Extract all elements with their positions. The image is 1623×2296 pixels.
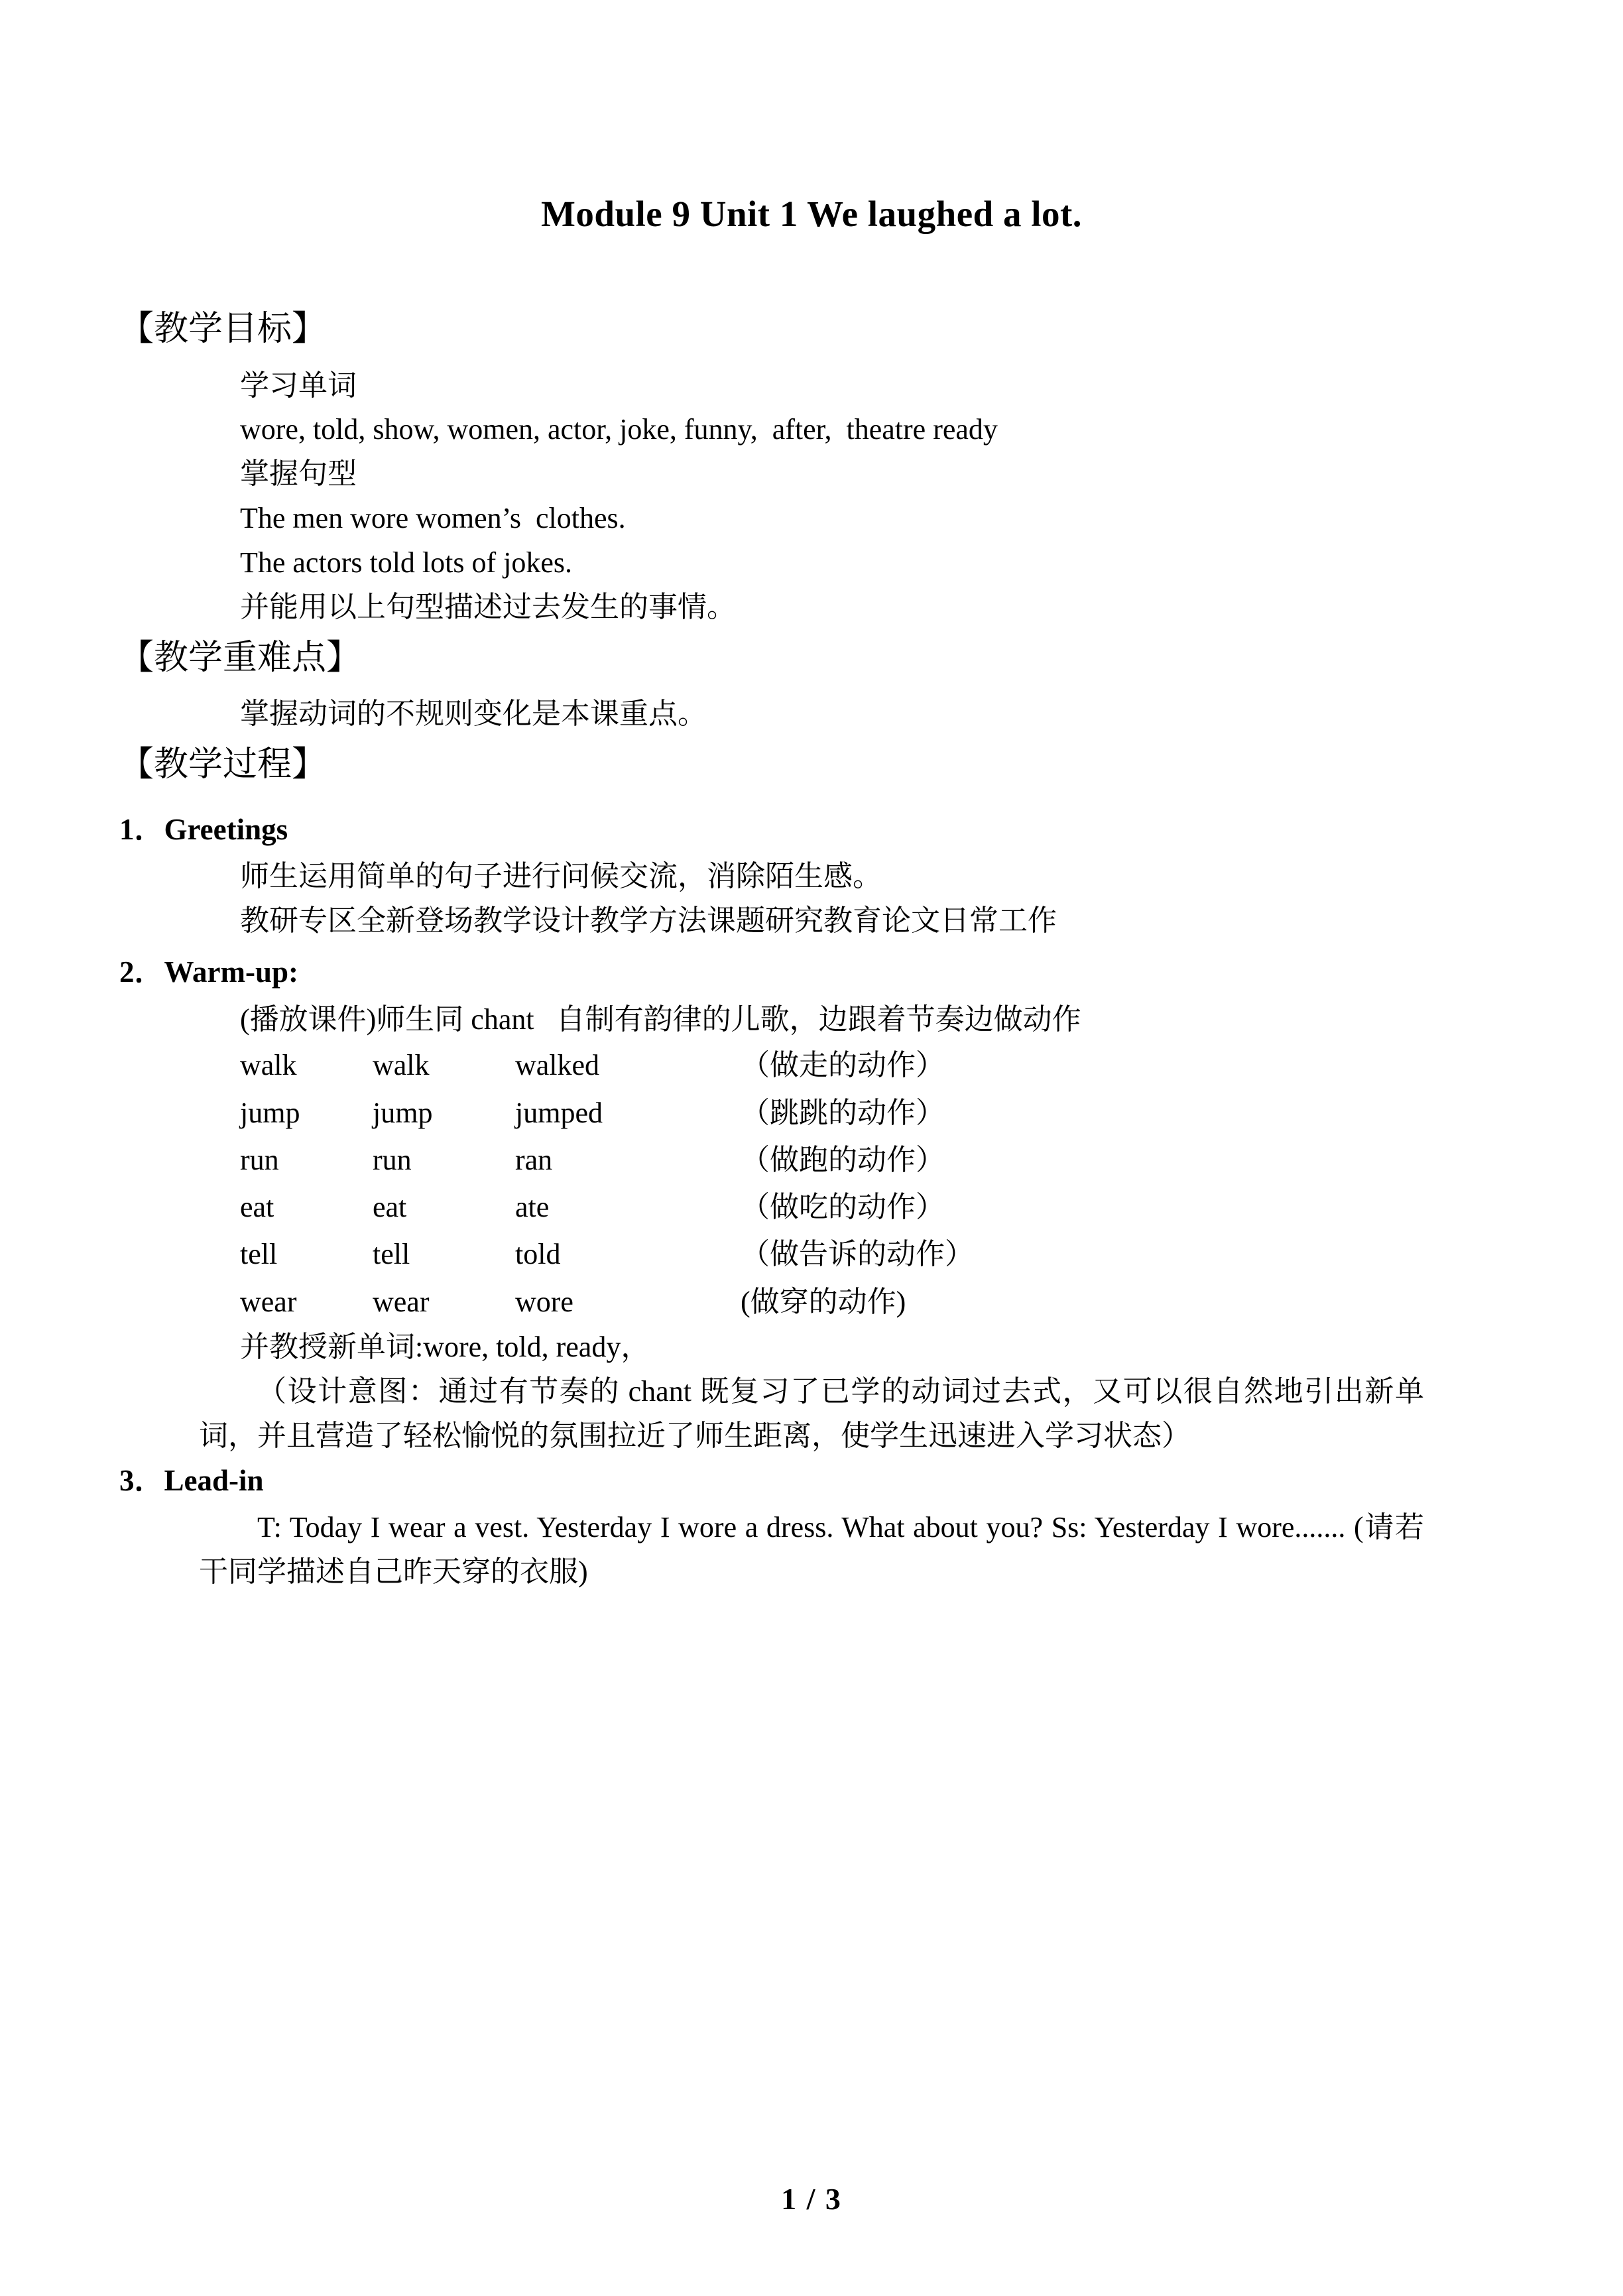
chant-base: walk xyxy=(240,1049,297,1082)
chant-repeat: run xyxy=(373,1143,412,1176)
step-number-2: 2． xyxy=(119,955,164,989)
chant-base: jump xyxy=(240,1096,300,1129)
chant-base: wear xyxy=(240,1285,297,1318)
page-title: Module 9 Unit 1 We laughed a lot. xyxy=(540,194,1083,234)
chant-new-words-line: 并教授新单词:wore, told, ready， xyxy=(240,1330,650,1363)
chant-action: (做穿的动作) xyxy=(741,1285,906,1318)
chant-repeat: jump xyxy=(373,1096,433,1129)
chant-repeat: walk xyxy=(373,1049,430,1082)
chant-row xyxy=(240,1231,1424,1278)
step-number-1: 1． xyxy=(119,812,164,846)
objectives-patterns-label: 掌握句型 xyxy=(240,457,357,491)
chant-base: tell xyxy=(240,1238,278,1271)
chant-row xyxy=(240,1136,1424,1183)
chant-repeat: wear xyxy=(373,1285,430,1318)
chant-past: walked xyxy=(515,1049,600,1082)
page-number-footer: 1 / 3 xyxy=(781,2182,842,2216)
chant-past: wore xyxy=(515,1285,573,1318)
greetings-line-2: 教研专区全新登场教学设计教学方法课题研究教育论文日常工作 xyxy=(240,904,1057,937)
objectives-pattern-2: The actors told lots of jokes. xyxy=(240,546,573,579)
chant-action: （做跑的动作） xyxy=(741,1143,945,1176)
chant-past: told xyxy=(515,1238,561,1271)
objectives-closing: 并能用以上句型描述过去发生的事情。 xyxy=(240,590,736,623)
lead-in-dialogue: T: Today I wear a vest. Yesterday I wore a dress. What about you? Ss: Yesterday I wore....... (请若干同学描述自己昨天穿的衣服) xyxy=(199,1511,1424,1588)
step-heading-lead-in xyxy=(119,1459,1424,1504)
chant-action: （跳跳的动作） xyxy=(741,1096,945,1129)
chant-action: （做走的动作） xyxy=(741,1049,945,1082)
objectives-vocab-label: 学习单词 xyxy=(240,369,357,402)
chant-rationale-paragraph: （设计意图：通过有节奏的 chant 既复习了已学的动词过去式，又可以很自然地引出新单词，并且营造了轻松愉悦的氛围拉近了师生距离，使学生迅速进入学习状态） xyxy=(199,1374,1424,1452)
chant-row xyxy=(240,1042,1424,1089)
step-heading-greetings xyxy=(119,808,1424,853)
section-heading-process: 【教学过程】 xyxy=(119,746,327,784)
objectives-pattern-1: The men wore women’s clothes. xyxy=(240,502,626,535)
chant-past: ran xyxy=(515,1143,553,1176)
step-title-2: Warm-up: xyxy=(164,955,299,989)
key-points-line: 掌握动词的不规则变化是本课重点。 xyxy=(240,697,707,731)
step-number-3: 3． xyxy=(119,1463,164,1497)
step-heading-warmup xyxy=(119,950,1424,995)
chant-row xyxy=(240,1089,1424,1136)
chant-base: run xyxy=(240,1143,279,1176)
chant-row xyxy=(240,1278,1424,1325)
section-heading-key-points: 【教学重难点】 xyxy=(119,638,361,677)
chant-repeat: eat xyxy=(373,1191,407,1224)
chant-action: （做告诉的动作） xyxy=(741,1238,974,1271)
greetings-line-1: 师生运用简单的句子进行问候交流，消除陌生感。 xyxy=(240,860,882,893)
chant-repeat: tell xyxy=(373,1238,410,1271)
warmup-intro-line: (播放课件)师生同 chant 自制有韵律的儿歌，边跟着节奏边做动作 xyxy=(240,1002,1081,1036)
step-title-3: Lead-in xyxy=(164,1463,264,1497)
chant-base: eat xyxy=(240,1191,274,1224)
section-heading-objectives: 【教学目标】 xyxy=(119,310,327,348)
chant-table xyxy=(199,1042,1424,1325)
chant-row xyxy=(240,1183,1424,1231)
objectives-vocab-list: wore, told, show, women, actor, joke, funny, after, theatre ready xyxy=(240,413,998,446)
chant-past: jumped xyxy=(515,1096,603,1129)
step-title-1: Greetings xyxy=(164,812,288,846)
chant-action: （做吃的动作） xyxy=(741,1191,945,1224)
chant-past: ate xyxy=(515,1191,550,1224)
